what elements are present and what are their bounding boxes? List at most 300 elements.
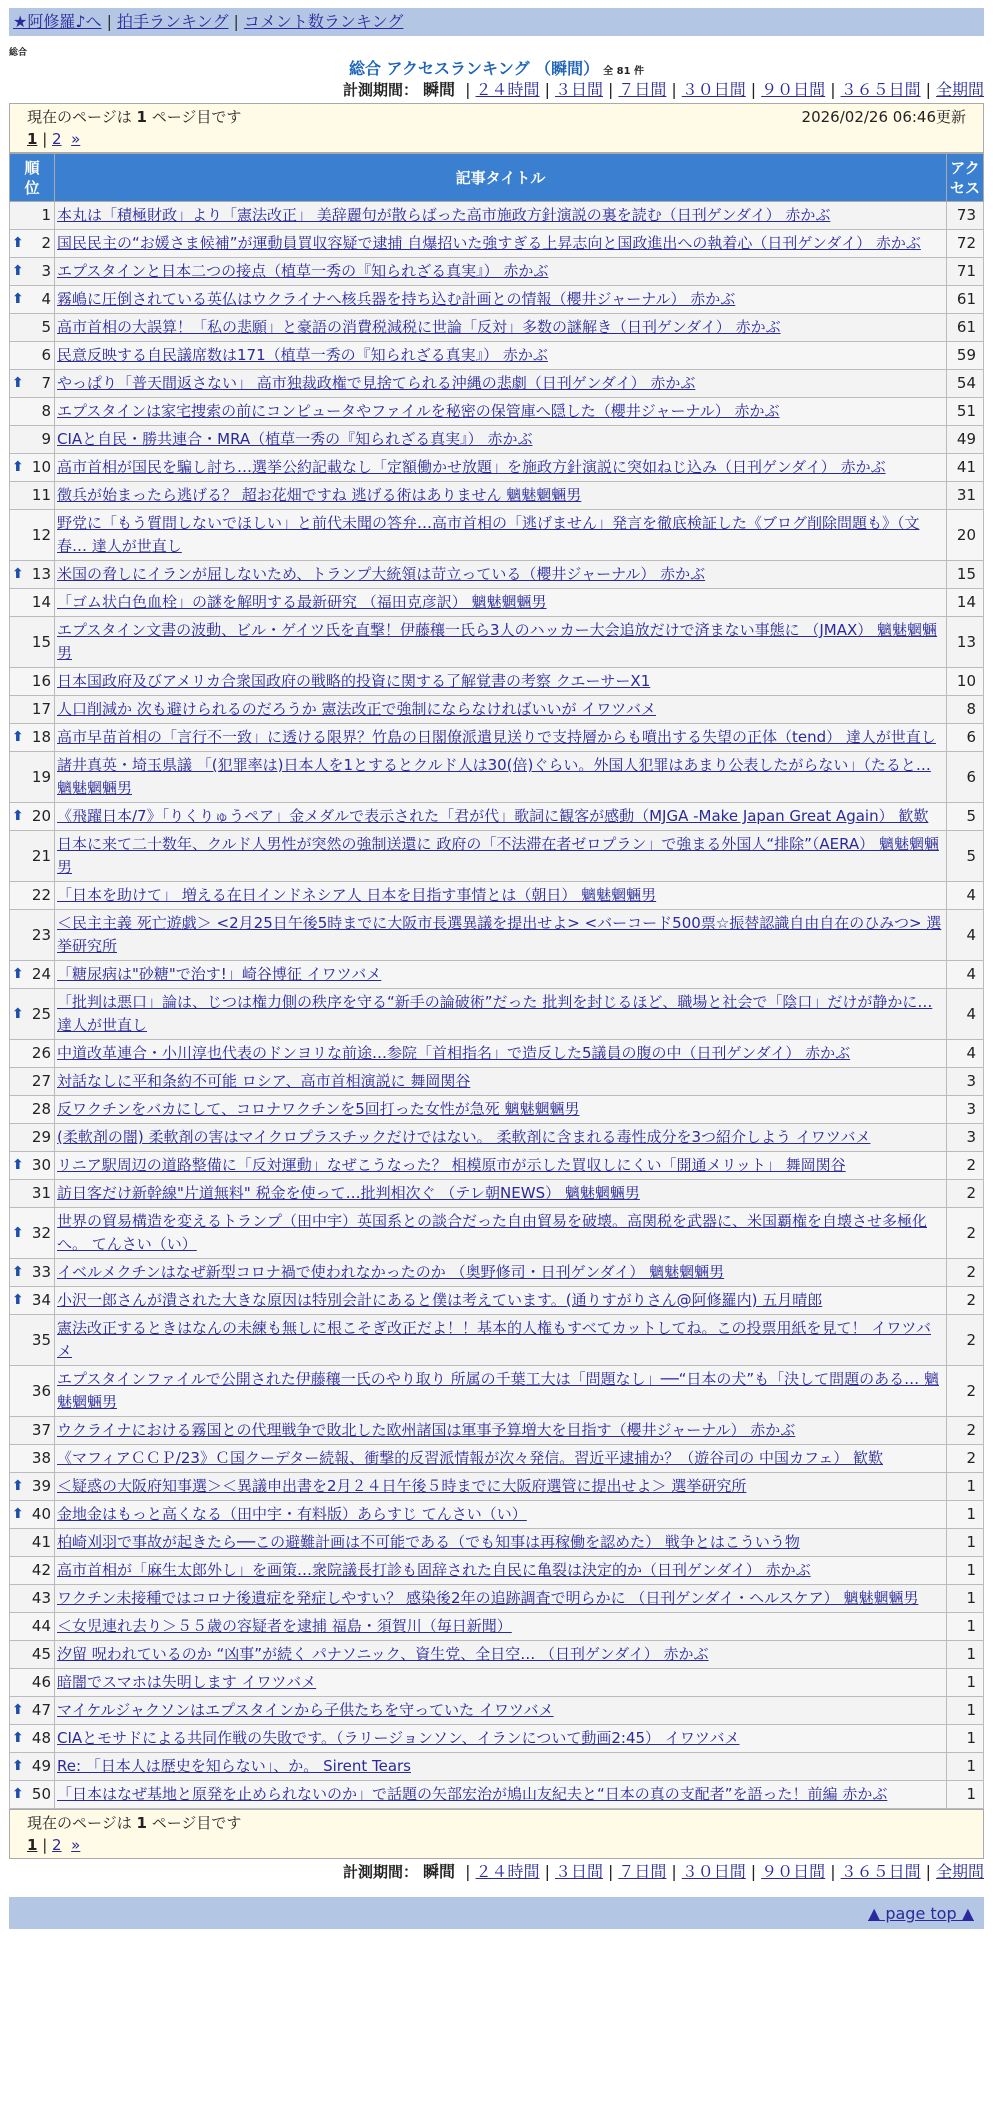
article-link[interactable]: 世界の貿易構造を変えるトランプ（田中宇）英国系との談合だった自由貿易を破壊。高関税を武器に、米国覇権を自壊させ多極化へ。 てんさい（い） [57,1212,928,1253]
article-link[interactable]: ＜民主主義 死亡遊戯＞ <2月25日午後5時までに大阪市長選異議を提出せよ> <バーコード500票☆振替認識自由自在のひみつ> 選挙研究所 [57,914,942,955]
title-cell [55,752,947,803]
pager-page-2[interactable]: 2 [52,1836,62,1854]
table-row [10,482,984,510]
access-count: 2 [947,1445,984,1473]
article-link[interactable]: CIAとモサドによる共同作戦の失敗です。（ラリージョンソン、イランについて動画2:45） イワツバメ [57,1729,740,1747]
period-current: 瞬間 [423,1862,456,1881]
rank-cell [10,1585,55,1613]
title-cell [55,668,947,696]
up-arrow-icon: ⬆ [12,1758,24,1774]
pager-current: 1 [27,130,38,148]
rank-number: 21 [31,846,51,865]
title-cell [55,617,947,668]
rank-cell [10,696,55,724]
period-link[interactable]: ９０日間 [761,80,826,99]
title-cell [55,510,947,561]
access-count: 1 [947,1473,984,1501]
rank-number: 7 [41,374,51,392]
table-row [10,1697,984,1725]
article-link[interactable]: 米国の脅しにイランが屈しないため、トランプ大統領は苛立っている（櫻井ジャーナル） 赤かぶ [57,565,706,583]
article-link[interactable]: 《マフィアＣＣＰ/23》Ｃ国クーデター続報、衝撃的反習派情報が次々発信。習近平逮捕か？（遊谷司の 中国カフェ） 歓歎 [57,1449,883,1467]
up-arrow-icon: ⬆ [12,1702,24,1718]
period-link[interactable]: ２４時間 [475,80,540,99]
pager-next[interactable]: » [71,130,81,148]
rank-number: 32 [31,1223,51,1242]
rank-cell [10,1040,55,1068]
access-count: 71 [947,258,984,286]
access-count: 2 [947,1259,984,1287]
table-row [10,803,984,831]
access-count: 15 [947,561,984,589]
title-cell [55,1180,947,1208]
access-count: 20 [947,510,984,561]
rank-cell [10,1641,55,1669]
rank-cell [10,1725,55,1753]
col-access-header: アクセス [947,154,984,202]
access-count: 5 [947,831,984,882]
rank-number: 30 [31,1156,51,1174]
access-count: 14 [947,589,984,617]
table-row [10,1669,984,1697]
access-count: 72 [947,230,984,258]
table-row [10,1208,984,1259]
title-cell [55,370,947,398]
rank-number: 6 [41,346,51,364]
rank-number: 22 [31,886,51,904]
rank-number: 33 [31,1263,51,1281]
rank-cell [10,510,55,561]
separator: | [671,80,677,99]
rank-number: 16 [31,672,51,690]
table-row [10,1585,984,1613]
up-arrow-icon: ⬆ [12,1478,24,1494]
article-link[interactable]: 反ワクチンをバカにして、コロナワクチンを5回打った女性が急死 魑魅魍魎男 [57,1100,580,1118]
category-label: 総合 [9,48,28,58]
access-count: 59 [947,342,984,370]
table-row [10,696,984,724]
access-count: 2 [947,1417,984,1445]
up-arrow-icon: ⬆ [12,966,24,982]
period-link[interactable]: ３０日間 [681,1862,746,1881]
table-row [10,1259,984,1287]
article-link[interactable]: やっぱり「普天間返さない」 高市独裁政権で見捨てられる沖縄の悲劇（日刊ゲンダイ） 赤かぶ [57,374,696,392]
access-count: 1 [947,1753,984,1781]
title-cell [55,1366,947,1417]
rank-cell [10,752,55,803]
access-count: 2 [947,1152,984,1180]
access-count: 51 [947,398,984,426]
up-arrow-icon: ⬆ [12,1224,24,1241]
up-arrow-icon: ⬆ [12,808,24,824]
separator: | [925,1862,931,1881]
access-count: 6 [947,752,984,803]
up-arrow-icon: ⬆ [12,729,24,745]
period-current: 瞬間 [423,80,456,99]
rank-cell [10,589,55,617]
table-row [10,1501,984,1529]
rank-cell [10,668,55,696]
access-count: 1 [947,1641,984,1669]
article-link[interactable]: ワクチン未接種ではコロナ後遺症を発症しやすい？ 感染後2年の追跡調査で明らかに （日刊ゲンダイ・ヘルスケア） 魑魅魍魎男 [57,1589,919,1607]
rank-cell [10,1697,55,1725]
home-link[interactable]: ★阿修羅♪へ [13,12,102,31]
article-link[interactable]: 日本国政府及びアメリカ合衆国政府の戦略的投資に関する了解覚書の考察 クエーサーX1 [57,672,651,690]
rank-cell [10,1501,55,1529]
comment-ranking-link[interactable]: コメント数ランキング [243,12,404,31]
period-link[interactable]: ３日間 [554,80,603,99]
article-link[interactable]: 訪日客だけ新幹線"片道無料" 税金を使って…批判相次ぐ （テレ朝NEWS） 魑魅魍魎男 [57,1184,640,1202]
table-row [10,589,984,617]
title-cell [55,803,947,831]
title-cell [55,1669,947,1697]
access-count: 1 [947,1669,984,1697]
rank-number: 18 [31,728,51,746]
article-link[interactable]: 本丸は「積極財政」より「憲法改正」 美辞麗句が散らばった高市施政方針演説の裏を読む（日刊ゲンダイ） 赤かぶ [57,206,831,224]
access-count: 2 [947,1287,984,1315]
period-selector-bottom [9,1861,984,1883]
period-link[interactable]: 全期間 [935,80,984,99]
top-nav-bar [9,8,984,36]
access-count: 3 [947,1096,984,1124]
article-link[interactable]: エプスタインファイルで公開された伊藤穰一氏のやり取り 所属の千葉工大は「問題なし」──“日本の犬”も「決して問題のある… 魑魅魍魎男 [57,1370,939,1411]
article-link[interactable]: 人口削減か 次も避けられるのだろうか 憲法改正で強制にならなければいいが イワツバメ [57,700,657,718]
access-count: 13 [947,617,984,668]
period-label: 計測期間： [342,1863,418,1881]
article-link[interactable]: リニア駅周辺の道路整備に「反対運動」なぜこうなった？ 相模原市が示した買収しにくい「開通メリット」 舞岡関谷 [57,1156,846,1174]
article-link[interactable]: 《飛躍日本/7》「りくりゅうペア」金メダルで表示された「君が代」歌詞に観客が感動（MJGA -Make Japan Great Again） 歓歎 [57,807,929,825]
rank-number: 19 [31,767,51,786]
title-cell [55,589,947,617]
table-row [10,1529,984,1557]
separator: | [607,1862,614,1881]
up-arrow-icon: ⬆ [12,235,24,251]
rank-number: 13 [31,565,51,583]
rank-number: 40 [31,1505,51,1523]
table-row [10,370,984,398]
page-status: 現在のページは 1 ページ目です [27,1814,242,1832]
access-count: 49 [947,426,984,454]
article-link[interactable]: 高市早苗首相の「言行不一致」に透ける限界？竹島の日閣僚派遣見送りで支持層からも噴出する失望の正体（tend） 達人が世直し [57,728,936,746]
title-cell [55,989,947,1040]
access-count: 2 [947,1366,984,1417]
rank-number: 36 [31,1381,51,1400]
access-count: 5 [947,803,984,831]
article-link[interactable]: 野党に「もう質問しないでほしい」と前代未聞の答弁…高市首相の「逃げません」発言を徹底検証した《ブログ削除問題も》（文春… 達人が世直し [57,514,920,555]
table-row [10,1641,984,1669]
article-link[interactable]: 暗闇でスマホは失明します イワツバメ [57,1673,317,1691]
rank-cell [10,1473,55,1501]
rank-cell [10,1557,55,1585]
rank-cell [10,1529,55,1557]
title-cell [55,258,947,286]
article-link[interactable]: CIAと自民・勝共連合・MRA（植草一秀の『知られざる真実』） 赤かぶ [57,430,533,448]
article-link[interactable]: 「日本はなぜ基地と原発を止められないのか」で話題の矢部宏治が鳩山友紀夫と“日本の真の支配者”を語った！前編 赤かぶ [57,1785,888,1803]
up-arrow-icon: ⬆ [12,1264,24,1280]
title-cell [55,1473,947,1501]
rank-number: 31 [31,1184,51,1202]
page-top-link[interactable]: ▲ page top ▲ [867,1904,974,1923]
rank-number: 29 [31,1128,51,1146]
rank-cell [10,1208,55,1259]
col-rank-header: 順位 [10,154,55,202]
rank-cell [10,1068,55,1096]
access-count: 54 [947,370,984,398]
rank-cell [10,370,55,398]
title-cell [55,1287,947,1315]
article-link[interactable]: 対話なしに平和条約不可能 ロシア、高市首相演説に 舞岡関谷 [57,1072,471,1090]
period-link[interactable]: ７日間 [618,1862,667,1881]
title-cell [55,1697,947,1725]
title-cell [55,1641,947,1669]
table-row [10,510,984,561]
table-row [10,1152,984,1180]
rank-number: 45 [31,1645,51,1663]
separator: | [671,1862,677,1881]
title-cell [55,1096,947,1124]
up-arrow-icon: ⬆ [12,566,24,582]
access-count: 3 [947,1068,984,1096]
pager: 1 | 2 » [27,130,81,148]
rank-cell [10,1781,55,1809]
rank-cell [10,803,55,831]
table-row [10,1287,984,1315]
up-arrow-icon: ⬆ [12,375,24,391]
access-count: 10 [947,668,984,696]
table-row [10,1096,984,1124]
article-link[interactable]: 「ゴム状白色血栓」の謎を解明する最新研究 （福田克彦訳） 魑魅魍魎男 [57,593,547,611]
table-row [10,342,984,370]
rank-number: 11 [31,486,51,504]
rank-cell [10,1287,55,1315]
access-count: 61 [947,286,984,314]
article-link[interactable]: 霧嶋に圧倒されている英仏はウクライナへ核兵器を持ち込む計画との情報（櫻井ジャーナル） 赤かぶ [57,290,736,308]
rank-number: 14 [31,593,51,611]
period-link[interactable]: ９０日間 [761,1862,826,1881]
rank-number: 2 [41,234,51,252]
title-cell [55,314,947,342]
article-link[interactable]: 「日本を助けて」 増える在日インドネシア人 日本を目指す事情とは（朝日） 魑魅魍魎男 [57,886,657,904]
access-count: 4 [947,1040,984,1068]
separator: | [607,80,614,99]
period-link[interactable]: ３６５日間 [840,80,921,99]
article-link[interactable]: 高市首相の大誤算！「私の悲願」と豪語の消費税減税に世論「反対」多数の謎解き（日刊ゲンダイ） 赤かぶ [57,318,781,336]
access-count: 2 [947,1208,984,1259]
title-cell [55,1208,947,1259]
rank-cell [10,1124,55,1152]
period-link[interactable]: 全期間 [935,1862,984,1881]
title-cell [55,724,947,752]
ranking-heading [9,57,984,81]
rank-number: 26 [31,1044,51,1062]
pager-next[interactable]: » [71,1836,81,1854]
article-link[interactable]: 憲法改正するときはなんの未練も無しに根こそぎ改正だよ！！基本的人権もすべてカットしてね。この投票用紙を見て！ イワツバメ [57,1319,932,1360]
pager: 1 | 2 » [27,1836,81,1854]
access-count: 1 [947,1557,984,1585]
up-arrow-icon: ⬆ [12,263,24,279]
article-link[interactable]: 金地金はもっと高くなる（田中宇・有料版）あらすじ てんさい（い） [57,1505,527,1523]
updated-timestamp: 2026/02/26 06:46更新 [801,108,966,126]
title-cell [55,1068,947,1096]
rank-number: 34 [31,1291,51,1309]
rank-number: 43 [31,1589,51,1607]
table-row [10,454,984,482]
table-row [10,617,984,668]
title-cell [55,1152,947,1180]
article-link[interactable]: ＜女児連れ去り＞５５歳の容疑者を逮捕 福島・須賀川（毎日新聞） [57,1617,512,1635]
access-count: 8 [947,696,984,724]
title-cell [55,1417,947,1445]
rank-number: 38 [31,1449,51,1467]
title-cell [55,1259,947,1287]
rank-number: 44 [31,1617,51,1635]
article-link[interactable]: エプスタインと日本二つの接点（植草一秀の『知られざる真実』） 赤かぶ [57,262,549,280]
rank-cell [10,1096,55,1124]
access-count: 1 [947,1529,984,1557]
rank-cell [10,482,55,510]
separator: | [465,80,471,99]
access-count: 3 [947,1124,984,1152]
rank-cell [10,1366,55,1417]
article-link[interactable]: マイケルジャクソンはエプスタインから子供たちを守っていた イワツバメ [57,1701,554,1719]
rank-number: 20 [31,807,51,825]
up-arrow-icon: ⬆ [12,291,24,307]
table-row [10,230,984,258]
title-cell [55,1585,947,1613]
rank-number: 46 [31,1673,51,1691]
rank-number: 35 [31,1330,51,1349]
article-link[interactable]: 「糖尿病は"砂糖"で治す!」崎谷博征 イワツバメ [57,965,382,983]
rank-number: 28 [31,1100,51,1118]
rank-number: 4 [41,290,51,308]
table-row [10,1613,984,1641]
period-link[interactable]: ３日間 [554,1862,603,1881]
rank-number: 10 [31,458,51,476]
article-link[interactable]: 小沢一郎さんが潰された大きな原因は特別会計にあると僕は考えています。(通りすがりさん@阿修羅内) 五月晴郎 [57,1291,823,1309]
title-cell [55,202,947,230]
table-row [10,1753,984,1781]
access-count: 31 [947,482,984,510]
pager-current: 1 [27,1836,38,1854]
access-count: 4 [947,882,984,910]
article-link[interactable]: 諸井真英・埼玉県議 「(犯罪率は)日本人を1とするとクルド人は30(倍)ぐらい。外国人犯罪はあまり公表したがらない」（たると… 魑魅魍魎男 [57,756,931,797]
up-arrow-icon: ⬆ [12,1506,24,1522]
article-link[interactable]: 高市首相が「麻生太郎外し」を画策…衆院議長打診も固辞された自民に亀裂は決定的か（日刊ゲンダイ） 赤かぶ [57,1561,811,1579]
up-arrow-icon: ⬆ [12,1730,24,1746]
article-link[interactable]: 徴兵が始まったら逃げる？ 超お花畑ですね 逃げる術はありません 魑魅魍魎男 [57,486,582,504]
rank-cell [10,426,55,454]
table-row [10,258,984,286]
separator: | [465,1862,471,1881]
access-count: 1 [947,1501,984,1529]
access-count: 1 [947,1697,984,1725]
title-cell [55,230,947,258]
access-count: 2 [947,1315,984,1366]
article-link[interactable]: 日本に来て二十数年、クルド人男性が突然の強制送還に 政府の「不法滞在者ゼロプラン」で強まる外国人“排除”（AERA） 魑魅魍魎男 [57,835,939,876]
title-cell [55,1445,947,1473]
rank-cell [10,1445,55,1473]
separator: | [830,1862,836,1881]
title-cell [55,426,947,454]
period-link[interactable]: ３０日間 [681,80,746,99]
up-arrow-icon: ⬆ [12,459,24,475]
table-row [10,561,984,589]
rank-cell [10,1315,55,1366]
page-info-box-bottom [9,1809,984,1859]
article-link[interactable]: ウクライナにおける霧国との代理戦争で敗北した欧州諸国は軍事予算増大を目指す（櫻井ジャーナル） 赤かぶ [57,1421,796,1439]
pager-page-2[interactable]: 2 [52,130,62,148]
title-cell [55,1040,947,1068]
table-row [10,314,984,342]
article-link[interactable]: (柔軟剤の闇) 柔軟剤の害はマイクロプラスチックだけではない。 柔軟剤に含まれる毒性成分を3つ紹介しよう イワツバメ [57,1128,871,1146]
table-row [10,1366,984,1417]
period-link[interactable]: ３６５日間 [840,1862,921,1881]
title-cell [55,398,947,426]
page-info-box [9,103,984,153]
table-row [10,1124,984,1152]
table-row [10,1445,984,1473]
article-link[interactable]: 高市首相が国民を騙し討ち…選挙公約記載なし「定額働かせ放題」を施政方針演説に突如ねじ込み（日刊ゲンダイ） 赤かぶ [57,458,886,476]
article-link[interactable]: 国民民主の“お媛さま候補”が運動員買収容疑で逮捕 自爆招いた強すぎる上昇志向と国政進出への執着心（日刊ゲンダイ） 赤かぶ [57,234,921,252]
title-cell [55,561,947,589]
article-link[interactable]: 汐留 呪われているのか “凶事”が続く パナソニック、資生党、全日空… （日刊ゲンダイ） 赤かぶ [57,1645,709,1663]
article-link[interactable]: 「批判は悪口」論は、じつは権力側の秩序を守る“新手の論破術”だった 批判を封じるほど、職場と社会で「陰口」だけが静かに… 達人が世直し [57,993,933,1034]
rank-cell [10,1417,55,1445]
period-link[interactable]: ７日間 [618,80,667,99]
total-count: 全 81 件 [603,66,645,77]
rank-number: 9 [41,430,51,448]
up-arrow-icon: ⬆ [12,1157,24,1173]
rank-cell [10,989,55,1040]
article-link[interactable]: Re: 「日本人は歴史を知らない」、か。 Sirent Tears [57,1757,411,1775]
rank-number: 8 [41,402,51,420]
article-link[interactable]: 中道改革連合・小川淳也代表のドンヨリな前途…参院「首相指名」で造反した5議員の腹の中（日刊ゲンダイ） 赤かぶ [57,1044,851,1062]
rank-number: 5 [41,318,51,336]
rank-cell [10,1613,55,1641]
article-link[interactable]: エプスタインは家宅捜索の前にコンピュータやファイルを秘密の保管庫へ隠した（櫻井ジャーナル） 赤かぶ [57,402,780,420]
title-cell [55,1124,947,1152]
table-row [10,989,984,1040]
article-link[interactable]: 柏崎刈羽で事故が起きたら──この避難計画は不可能である（でも知事は再稼働を認めた） 戦争とはこういう物 [57,1533,800,1551]
ranking-table [9,153,984,1809]
table-row [10,1781,984,1809]
clap-ranking-link[interactable]: 拍手ランキング [116,12,229,31]
article-link[interactable]: ＜疑惑の大阪府知事選＞＜異議申出書を2月２４日午後５時までに大阪府選管に提出せよ＞ 選挙研究所 [57,1477,747,1495]
access-count: 6 [947,724,984,752]
period-label: 計測期間： [342,81,418,99]
article-link[interactable]: イベルメクチンはなぜ新型コロナ禍で使われなかったのか （奥野修司・日刊ゲンダイ） 魑魅魍魎男 [57,1263,725,1281]
rank-number: 37 [31,1421,51,1439]
title-cell [55,961,947,989]
rank-cell [10,1669,55,1697]
article-link[interactable]: エプスタイン文書の波動、ビル・ゲイツ氏を直撃！伊藤穰一氏ら3人のハッカー大会追放だけで済まない事態に （JMAX） 魑魅魍魎男 [57,621,938,662]
title-cell [55,1725,947,1753]
table-row [10,910,984,961]
table-row [10,724,984,752]
table-row [10,1417,984,1445]
rank-cell [10,398,55,426]
access-count: 1 [947,1585,984,1613]
rank-number: 25 [31,1004,51,1023]
rank-cell [10,910,55,961]
rank-cell [10,286,55,314]
title-cell [55,286,947,314]
up-arrow-icon: ⬆ [12,1005,24,1022]
access-count: 1 [947,1613,984,1641]
title-cell [55,482,947,510]
period-link[interactable]: ２４時間 [475,1862,540,1881]
separator: | [925,80,931,99]
article-link[interactable]: 民意反映する自民議席数は171（植草一秀の『知られざる真実』） 赤かぶ [57,346,548,364]
